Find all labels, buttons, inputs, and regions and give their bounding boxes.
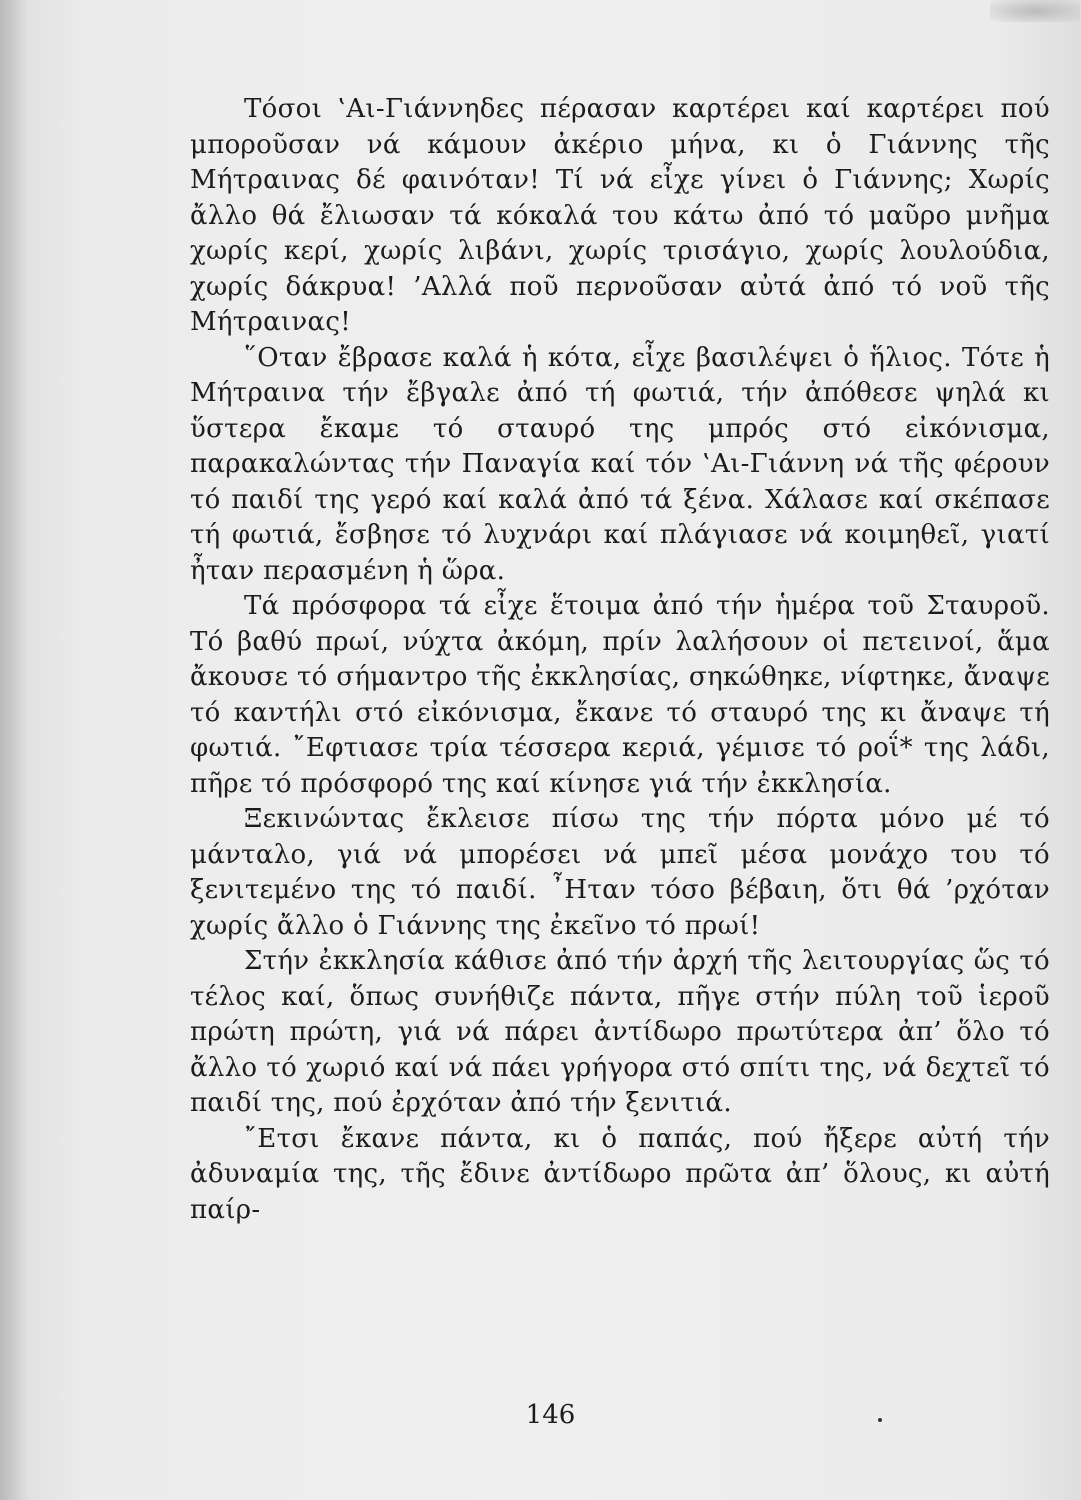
- page-number: 146: [525, 1400, 576, 1430]
- paragraph-5: Στήν ἐκκλησία κάθισε ἀπό τήν ἀρχή τῆς λειτουργίας ὥς τό τέλος καί, ὅπως συνήθιζε πάντα, πῆγε στήν πύλη τοῦ ἱεροῦ πρώτη πρώτη, γιά νά πάρει ἀντίδωρο πρωτύτερα ἀπ’ ὅλο τό ἄλλο τό χωριό καί νά πάει γρήγορα στό σπίτι της, νά δεχτεῖ τό παιδί της, πού ἐρχόταν ἀπό τήν ξενιτιά.: [190, 946, 1050, 1118]
- paragraph-4: Ξεκινώντας ἔκλεισε πίσω της τήν πόρτα μόνο μέ τό μάνταλο, γιά νά μπορέσει νά μπεῖ μέσα μονάχο του τό ξενιτεμένο της τό παιδί. ῏Ηταν τόσο βέβαιη, ὅτι θά ’ρχόταν χωρίς ἄλλο ὁ Γιάννης της ἐκεῖνο τό πρωί!: [190, 804, 1050, 941]
- page-edge-shadow: [0, 0, 28, 1500]
- body-text: [190, 92, 1050, 1228]
- paragraph-3: Τά πρόσφορα τά εἶχε ἕτοιμα ἀπό τήν ἡμέρα τοῦ Σταυροῦ. Τό βαθύ πρωί, νύχτα ἀκόμη, πρίν λαλήσουν οἱ πετεινοί, ἅμα ἄκουσε τό σήμαντρο τῆς ἐκκλησίας, σηκώθηκε, νίφτηκε, ἄναψε τό καντήλι στό εἰκόνισμα, ἔκανε τό σταυρό της κι ἄναψε τή φωτιά. ῎Εφτιασε τρία τέσσερα κεριά, γέμισε τό ροΐ* της λάδι, πῆρε τό πρόσφορό της καί κίνησε γιά τήν ἐκκλησία.: [190, 591, 1050, 799]
- paragraph-1: Τόσοι ‛Αι-Γιάννηδες πέρασαν καρτέρει καί καρτέρει πού μποροῦσαν νά κάμουν ἀκέριο μήνα, κι ὁ Γιάννης τῆς Μήτραινας δέ φαινόταν! Τί νά εἶχε γίνει ὁ Γιάννης; Χωρίς ἄλλο θά ἔλιωσαν τά κόκαλά του κάτω ἀπό τό μαῦρο μνῆμα χωρίς κερί, χωρίς λιβάνι, χωρίς τρισάγιο, χωρίς λουλούδια, χωρίς δάκρυα! ’Αλλά ποῦ περνοῦσαν αὐτά ἀπό τό νοῦ τῆς Μήτραινας!: [190, 94, 1050, 337]
- paragraph-2: ῞Οταν ἔβρασε καλά ἡ κότα, εἶχε βασιλέψει ὁ ἥλιος. Τότε ἡ Μήτραινα τήν ἔβγαλε ἀπό τή φωτιά, τήν ἀπόθεσε ψηλά κι ὕστερα ἔκαμε τό σταυρό της μπρός στό εἰκόνισμα, παρακαλώντας τήν Παναγία καί τόν ‛Αι-Γιάννη νά τῆς φέρουν τό παιδί της γερό καί καλά ἀπό τά ξένα. Χάλασε καί σκέπασε τή φωτιά, ἔσβησε τό λυχνάρι καί πλάγιασε νά κοιμηθεῖ, γιατί ἦταν περασμένη ἡ ὥρα.: [190, 342, 1050, 586]
- ink-speck: [878, 1418, 882, 1422]
- scan-smudge: [990, 0, 1080, 22]
- paragraph-6: ῎Ετσι ἔκανε πάντα, κι ὁ παπάς, πού ἤξερε αὐτή τήν ἀδυναμία της, τῆς ἔδινε ἀντίδωρο πρῶτα ἀπ’ ὅλους, κι αὐτή παίρ-: [190, 1123, 1050, 1225]
